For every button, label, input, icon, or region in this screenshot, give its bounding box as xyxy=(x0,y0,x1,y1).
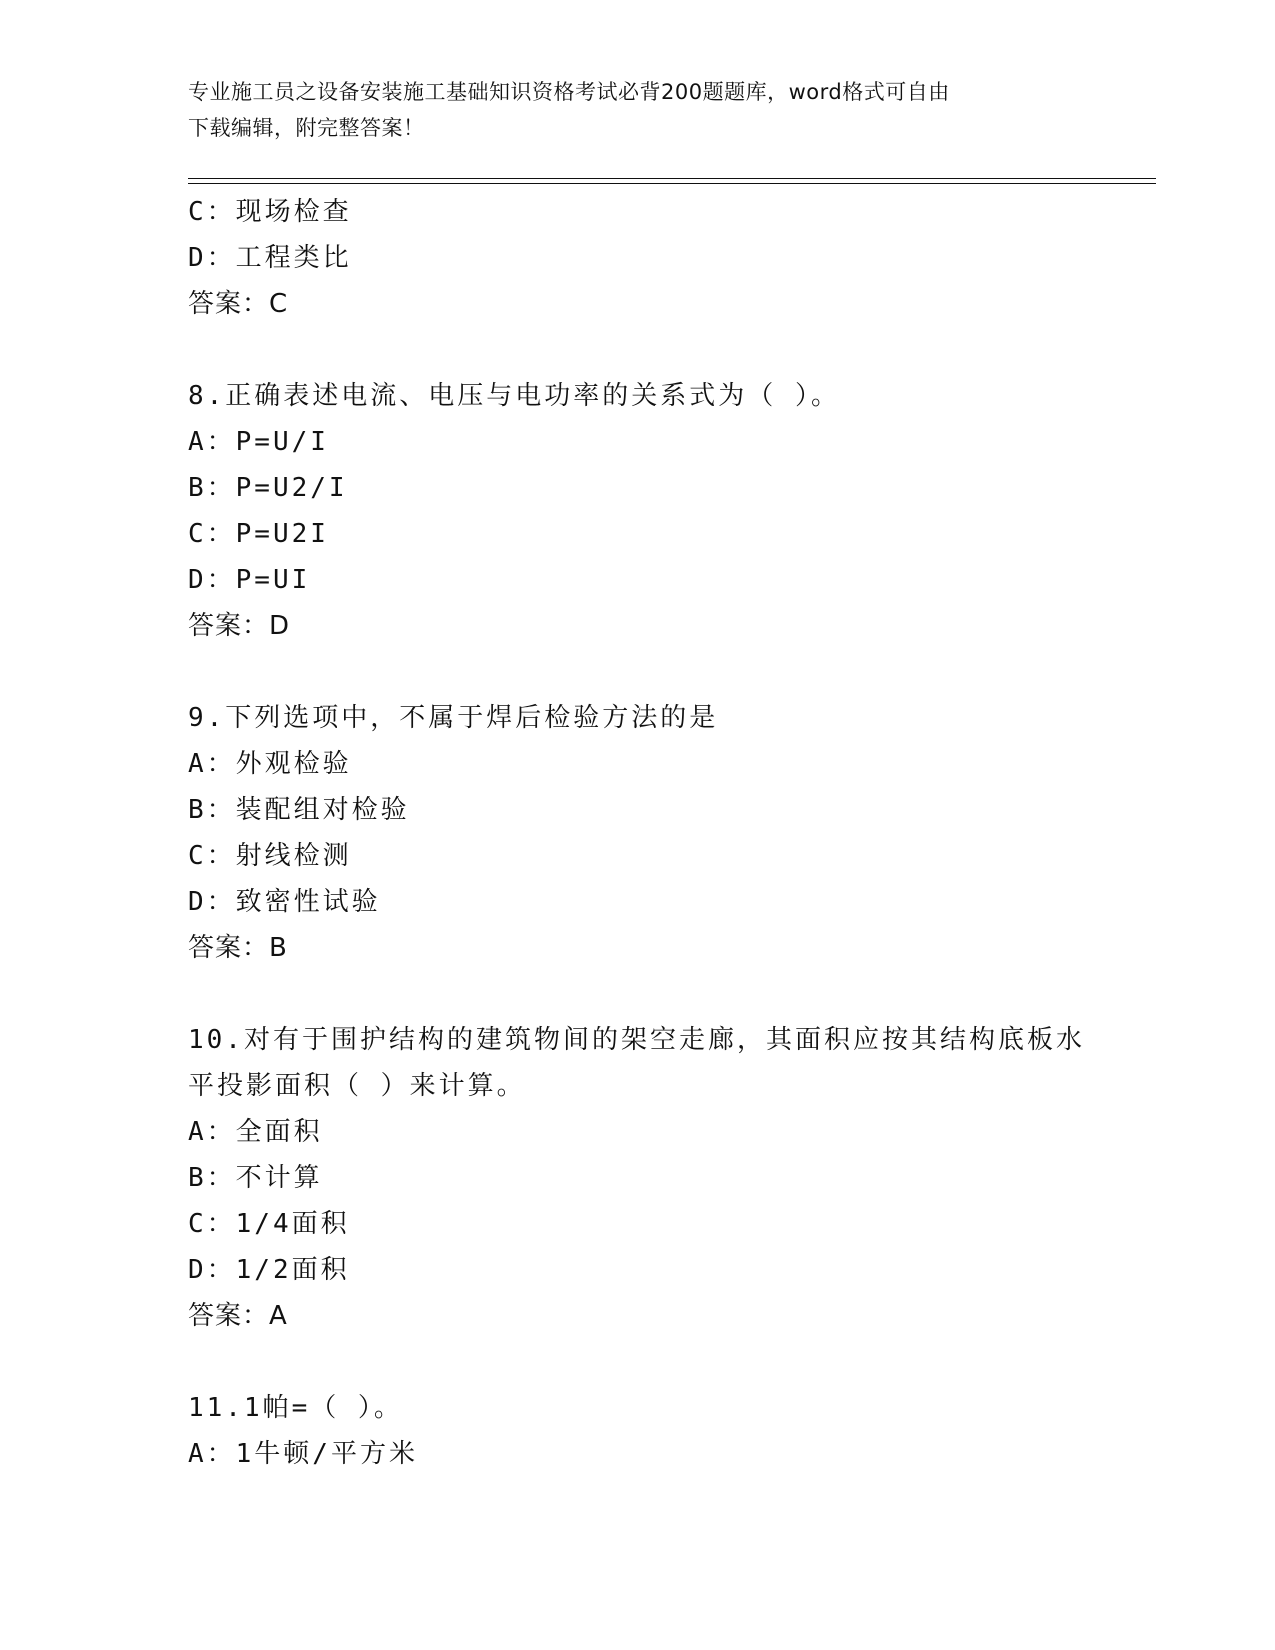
option-d: D：工程类比 xyxy=(188,243,352,273)
option-c: C：P=U2I xyxy=(188,519,329,549)
document-header xyxy=(188,74,1088,146)
question-text-line-1: 10.对有于围护结构的建筑物间的架空走廊，其面积应按其结构底板水 xyxy=(188,1025,1085,1055)
option-c: C：1/4面积 xyxy=(188,1209,350,1239)
question-7 xyxy=(188,189,1148,327)
question-text: 11.1帕=（ ）。 xyxy=(188,1393,403,1423)
header-line-1: 专业施工员之设备安装施工基础知识资格考试必背200题题库，word格式可自由 xyxy=(188,80,950,104)
option-a: A：P=U/I xyxy=(188,427,329,457)
header-line-2: 下载编辑，附完整答案！ xyxy=(188,116,425,140)
question-text: 9.下列选项中，不属于焊后检验方法的是 xyxy=(188,703,719,733)
question-11 xyxy=(188,1385,1148,1477)
option-b: B：不计算 xyxy=(188,1163,323,1193)
question-text-line-2: 平投影面积（ ）来计算。 xyxy=(188,1071,526,1101)
question-9 xyxy=(188,695,1148,971)
option-b: B：P=U2/I xyxy=(188,473,348,503)
question-text: 8.正确表述电流、电压与电功率的关系式为（ ）。 xyxy=(188,381,840,411)
option-a: A：1牛顿/平方米 xyxy=(188,1439,418,1469)
spacer xyxy=(188,1339,1148,1385)
question-list xyxy=(188,189,1148,1477)
answer: 答案：D xyxy=(188,611,291,641)
option-a: A：外观检验 xyxy=(188,749,352,779)
answer: 答案：C xyxy=(188,289,289,319)
spacer xyxy=(188,649,1148,695)
header-divider-bottom xyxy=(188,183,1156,184)
question-8 xyxy=(188,373,1148,649)
option-c: C：射线检测 xyxy=(188,841,352,871)
option-c: C：现场检查 xyxy=(188,197,352,227)
option-d: D：P=UI xyxy=(188,565,311,595)
option-d: D：1/2面积 xyxy=(188,1255,350,1285)
spacer xyxy=(188,971,1148,1017)
option-b: B：装配组对检验 xyxy=(188,795,410,825)
option-a: A：全面积 xyxy=(188,1117,323,1147)
spacer xyxy=(188,327,1148,373)
answer: 答案：B xyxy=(188,933,288,963)
option-d: D：致密性试验 xyxy=(188,887,381,917)
question-10 xyxy=(188,1017,1148,1339)
header-divider-top xyxy=(188,178,1156,179)
answer: 答案：A xyxy=(188,1301,288,1331)
